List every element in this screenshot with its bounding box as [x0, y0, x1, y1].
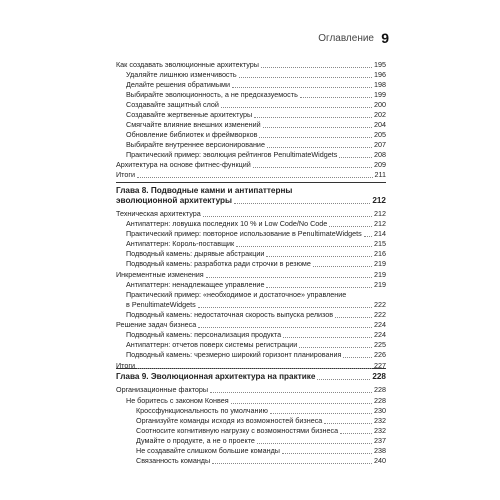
dot-leader [340, 433, 372, 434]
toc-entry[interactable] [136, 416, 386, 425]
toc-page-number: 224 [374, 320, 386, 329]
toc-page-number: 232 [374, 426, 386, 435]
dot-leader [324, 423, 372, 424]
chapter-divider [116, 182, 386, 183]
toc-entry-title: в PenultimateWidgets [126, 300, 196, 309]
toc-page-number: 212 [374, 219, 386, 228]
dot-leader [313, 266, 372, 267]
toc-entry-title: Не боритесь с законом Конвея [126, 396, 229, 405]
toc-entry-title: Связанность команды [136, 456, 211, 465]
toc-entry[interactable] [136, 446, 386, 455]
toc-entry[interactable] [126, 140, 386, 149]
toc-entry-title: Кроссфункциональность по умолчанию [136, 406, 268, 415]
toc-entry-title: Подводный камень: недостаточная скорость выпуска релизов [126, 310, 334, 319]
dot-leader [300, 97, 372, 98]
toc-page-number: 216 [374, 249, 386, 258]
toc-entry-title: Практический пример: «необходимое и достаточное» управление [126, 290, 347, 299]
dot-leader [259, 137, 372, 138]
toc-entry[interactable] [126, 239, 386, 248]
toc-entry[interactable] [126, 396, 386, 405]
page-number: 9 [381, 30, 389, 46]
toc-entry[interactable] [136, 426, 386, 435]
toc-page-number: 204 [374, 120, 386, 129]
toc-entry[interactable] [126, 219, 386, 228]
toc-page-number: 211 [374, 170, 386, 179]
toc-entry-title: Архитектура на основе фитнес-функций [116, 160, 251, 169]
toc-entry[interactable] [126, 70, 386, 79]
toc-page-number: 225 [374, 340, 386, 349]
dot-leader [231, 403, 372, 404]
toc-page-number: 228 [372, 372, 386, 381]
toc-entry-title: Итоги [116, 170, 136, 179]
toc-page-number: 230 [374, 406, 386, 415]
dot-leader [239, 77, 372, 78]
dot-leader [254, 117, 372, 118]
dot-leader [232, 87, 372, 88]
toc-page-number: 227 [374, 361, 386, 370]
toc-page-number: 219 [374, 270, 386, 279]
toc-entry[interactable] [126, 80, 386, 89]
toc-entry-title: Как создавать эволюционные архитектуры [116, 60, 259, 69]
dot-leader [329, 226, 372, 227]
toc-page-number: 214 [374, 229, 386, 238]
dot-leader [198, 327, 372, 328]
dot-leader [257, 443, 372, 444]
toc-entry-title: Практический пример: эволюция рейтингов PenultimateWidgets [126, 150, 338, 159]
toc-entry-title: Техническая архитектура [116, 209, 201, 218]
toc-entry[interactable] [126, 100, 386, 109]
toc-entry-title: Подводный камень: персонализация продукта [126, 330, 282, 339]
toc-entry-title: Создавайте жертвенные архитектуры [126, 110, 253, 119]
toc-entry[interactable] [126, 310, 386, 319]
toc-page-number: 215 [374, 239, 386, 248]
dot-leader [266, 287, 372, 288]
toc-entry[interactable] [126, 120, 386, 129]
toc-entry-title: Инкрементные изменения [116, 270, 204, 279]
toc-entry-title: Антипаттерн: Король-поставщик [126, 239, 235, 248]
toc-entry[interactable] [116, 170, 386, 179]
toc-entry-title: Практический пример: повторное использование в PenultimateWidgets [126, 229, 362, 238]
dot-leader [261, 67, 372, 68]
dot-leader [236, 246, 372, 247]
chapter-heading[interactable] [116, 186, 386, 195]
dot-leader [270, 413, 372, 414]
toc-entry[interactable] [126, 290, 386, 299]
toc-page-number: 200 [374, 100, 386, 109]
toc-entry-title: Обновление библиотек и фреймворков [126, 130, 258, 139]
toc-entry-title: Итоги [116, 361, 136, 370]
dot-leader [137, 177, 373, 178]
toc-entry[interactable] [136, 406, 386, 415]
toc-page-number: 224 [374, 330, 386, 339]
toc-entry-title: Делайте решения обратимыми [126, 80, 230, 89]
toc-page-number: 219 [374, 280, 386, 289]
dot-leader [267, 147, 372, 148]
toc-entry[interactable] [126, 350, 386, 359]
toc-entry[interactable] [126, 330, 386, 339]
toc-entry[interactable] [126, 340, 386, 349]
dot-leader [339, 157, 372, 158]
toc-entry[interactable] [116, 209, 386, 218]
dot-leader [283, 337, 372, 338]
toc-entry-title: Антипаттерн: ловушка последних 10 % и Low Code/No Code [126, 219, 328, 228]
toc-page-number: 228 [374, 396, 386, 405]
dot-leader [299, 347, 372, 348]
toc-entry-title: Думайте о продукте, а не о проекте [136, 436, 255, 445]
toc-entry-title: Глава 8. Подводные камни и антипаттерны [116, 186, 293, 195]
toc-entry-title: Удаляйте лишнюю изменчивость [126, 70, 237, 79]
dot-leader [137, 368, 372, 369]
dot-leader [335, 317, 372, 318]
toc-entry[interactable] [126, 249, 386, 258]
toc-entry-title: Подводный камень: чрезмерно широкий горизонт планирования [126, 350, 342, 359]
toc-entry-title: Выбирайте внутреннее версионирование [126, 140, 265, 149]
toc-entry[interactable] [126, 300, 386, 309]
running-header-title: Оглавление [318, 33, 374, 44]
toc-entry[interactable] [126, 259, 386, 268]
toc-page-number: 212 [374, 209, 386, 218]
toc-entry-title: Подводный камень: дырявые абстракции [126, 249, 265, 258]
toc-entry[interactable] [116, 385, 386, 394]
toc-entry[interactable] [116, 320, 386, 329]
toc-entry-title: Организуйте команды исходя из возможностей бизнеса [136, 416, 323, 425]
toc-page-number: 195 [374, 60, 386, 69]
toc-entry[interactable] [116, 160, 386, 169]
toc-page-number: 219 [374, 259, 386, 268]
dot-leader [364, 236, 372, 237]
toc-entry-title: Антипаттерн: ненадлежащее управление [126, 280, 265, 289]
toc-entry[interactable] [126, 229, 386, 238]
toc-page-number: 238 [374, 446, 386, 455]
toc-page-number: 209 [374, 160, 386, 169]
toc-page-number: 198 [374, 80, 386, 89]
dot-leader [206, 277, 372, 278]
toc-page-number: 228 [374, 385, 386, 394]
toc-entry[interactable] [126, 110, 386, 119]
toc-entry-title: Смягчайте влияние внешних изменений [126, 120, 261, 129]
dot-leader [212, 463, 372, 464]
toc-entry-title: Создавайте защитный слой [126, 100, 219, 109]
toc-page-number: 212 [372, 196, 386, 205]
toc-page-number: 196 [374, 70, 386, 79]
dot-leader [203, 216, 372, 217]
toc-entry[interactable] [116, 361, 386, 370]
toc-page-number: 240 [374, 456, 386, 465]
toc-entry-title: Выбирайте эволюционность, а не предсказуемость [126, 90, 298, 99]
toc-entry[interactable] [116, 270, 386, 279]
toc-page-number: 199 [374, 90, 386, 99]
toc-entry-title: Соотносите когнитивную нагрузку с возможностями бизнеса [136, 426, 339, 435]
toc-entry-title: Глава 9. Эволюционная архитектура на практике [116, 372, 316, 381]
dot-leader [343, 357, 372, 358]
chapter-heading[interactable] [116, 196, 386, 205]
dot-leader [210, 392, 372, 393]
toc-entry-title: Организационные факторы [116, 385, 209, 394]
dot-leader [263, 127, 372, 128]
toc-page-number: 208 [374, 150, 386, 159]
dot-leader [253, 167, 372, 168]
toc-page-number: 237 [374, 436, 386, 445]
toc-entry-title: Не создавайте слишком большие команды [136, 446, 280, 455]
dot-leader [317, 379, 370, 380]
toc-entry[interactable] [116, 60, 386, 69]
toc-entry-title: эволюционной архитектуры [116, 196, 233, 205]
toc-page-number: 202 [374, 110, 386, 119]
toc-page-number: 222 [374, 310, 386, 319]
toc-entry-title: Подводный камень: разработка ради строчки в резюме [126, 259, 311, 268]
toc-page-number: 226 [374, 350, 386, 359]
toc-entry-title: Антипаттерн: отчетов поверх системы регистрации [126, 340, 298, 349]
toc-entry[interactable] [126, 130, 386, 139]
toc-entry-title: Решение задач бизнеса [116, 320, 197, 329]
toc-entry[interactable] [126, 280, 386, 289]
toc-page-number: 207 [374, 140, 386, 149]
chapter-heading[interactable] [116, 372, 386, 381]
toc-page-number: 222 [374, 300, 386, 309]
toc-page-number: 232 [374, 416, 386, 425]
toc-page-number: 205 [374, 130, 386, 139]
dot-leader [198, 307, 372, 308]
dot-leader [266, 256, 372, 257]
dot-leader [234, 203, 370, 204]
dot-leader [282, 453, 372, 454]
dot-leader [221, 107, 372, 108]
toc-entry[interactable] [126, 150, 386, 159]
toc-entry[interactable] [136, 436, 386, 445]
toc-entry[interactable] [136, 456, 386, 465]
toc-entry[interactable] [126, 90, 386, 99]
